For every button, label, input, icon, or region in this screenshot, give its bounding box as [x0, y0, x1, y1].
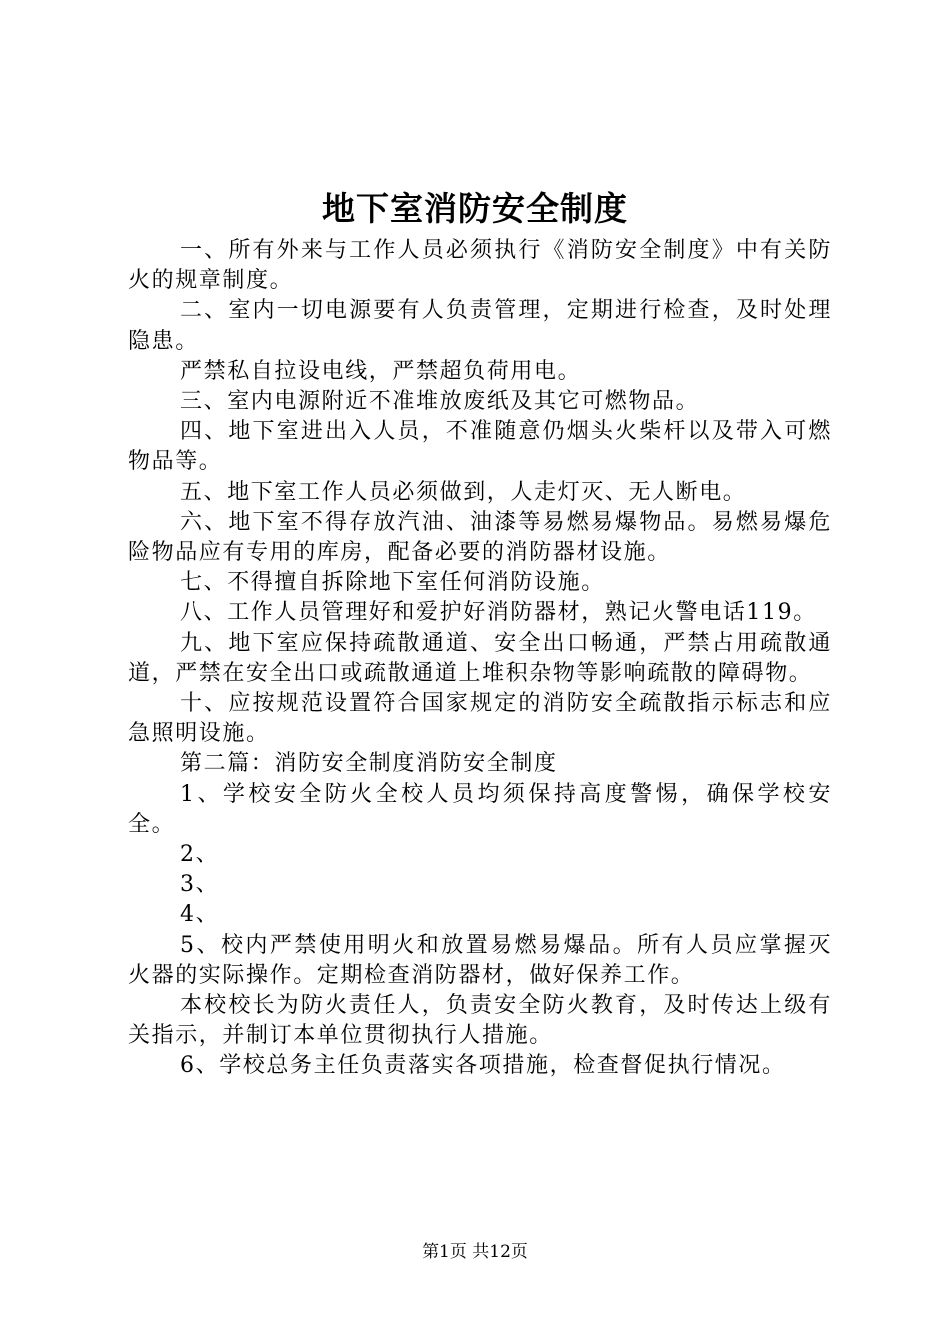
document-title: 地下室消防安全制度 [322, 189, 628, 228]
paragraph-1: 一、所有外来与工作人员必须执行《消防安全制度》中有关防火的规章制度。 [128, 238, 832, 294]
paragraph-10: 九、地下室应保持疏散通道、安全出口畅通，严禁占用疏散通道，严禁在安全出口或疏散通道上堆积杂物等影响疏散的障碍物。 [128, 630, 832, 686]
paragraph-19: 6、学校总务主任负责落实各项措施，检查督促执行情况。 [180, 1053, 786, 1079]
paragraph-4: 三、室内电源附近不准堆放废纸及其它可燃物品。 [180, 389, 700, 415]
paragraph-6: 五、地下室工作人员必须做到，人走灯灭、无人断电。 [180, 479, 747, 505]
paragraph-13: 1、学校安全防火全校人员均须保持高度警惕，确保学校安全。 [128, 781, 832, 837]
paragraph-8: 七、不得擅自拆除地下室任何消防设施。 [180, 570, 605, 596]
paragraph-16: 4、 [180, 902, 220, 928]
document-body [128, 236, 832, 1082]
page-footer: 第1页 共12页 [422, 1242, 528, 1262]
paragraph-9: 八、工作人员管理好和爱护好消防器材，熟记火警电话119。 [180, 600, 817, 626]
paragraph-11: 十、应按规范设置符合国家规定的消防安全疏散指示标志和应急照明设施。 [128, 691, 832, 747]
paragraph-18: 本校校长为防火责任人，负责安全防火教育，及时传达上级有关指示，并制订本单位贯彻执行人措施。 [128, 993, 832, 1049]
paragraph-2: 二、室内一切电源要有人负责管理，定期进行检查，及时处理隐患。 [128, 298, 832, 354]
section-heading: 第二篇：消防安全制度消防安全制度 [180, 751, 558, 777]
paragraph-5: 四、地下室进出入人员，不准随意仍烟头火柴杆以及带入可燃物品等。 [128, 419, 832, 475]
paragraph-15: 3、 [180, 872, 220, 898]
paragraph-7: 六、地下室不得存放汽油、油漆等易燃易爆物品。易燃易爆危险物品应有专用的库房，配备必要的消防器材设施。 [128, 509, 832, 566]
paragraph-14: 2、 [180, 842, 220, 868]
paragraph-3: 严禁私自拉设电线，严禁超负荷用电。 [180, 358, 582, 384]
paragraph-17: 5、校内严禁使用明火和放置易燃易爆品。所有人员应掌握灭火器的实际操作。定期检查消防器材，做好保养工作。 [128, 932, 832, 988]
